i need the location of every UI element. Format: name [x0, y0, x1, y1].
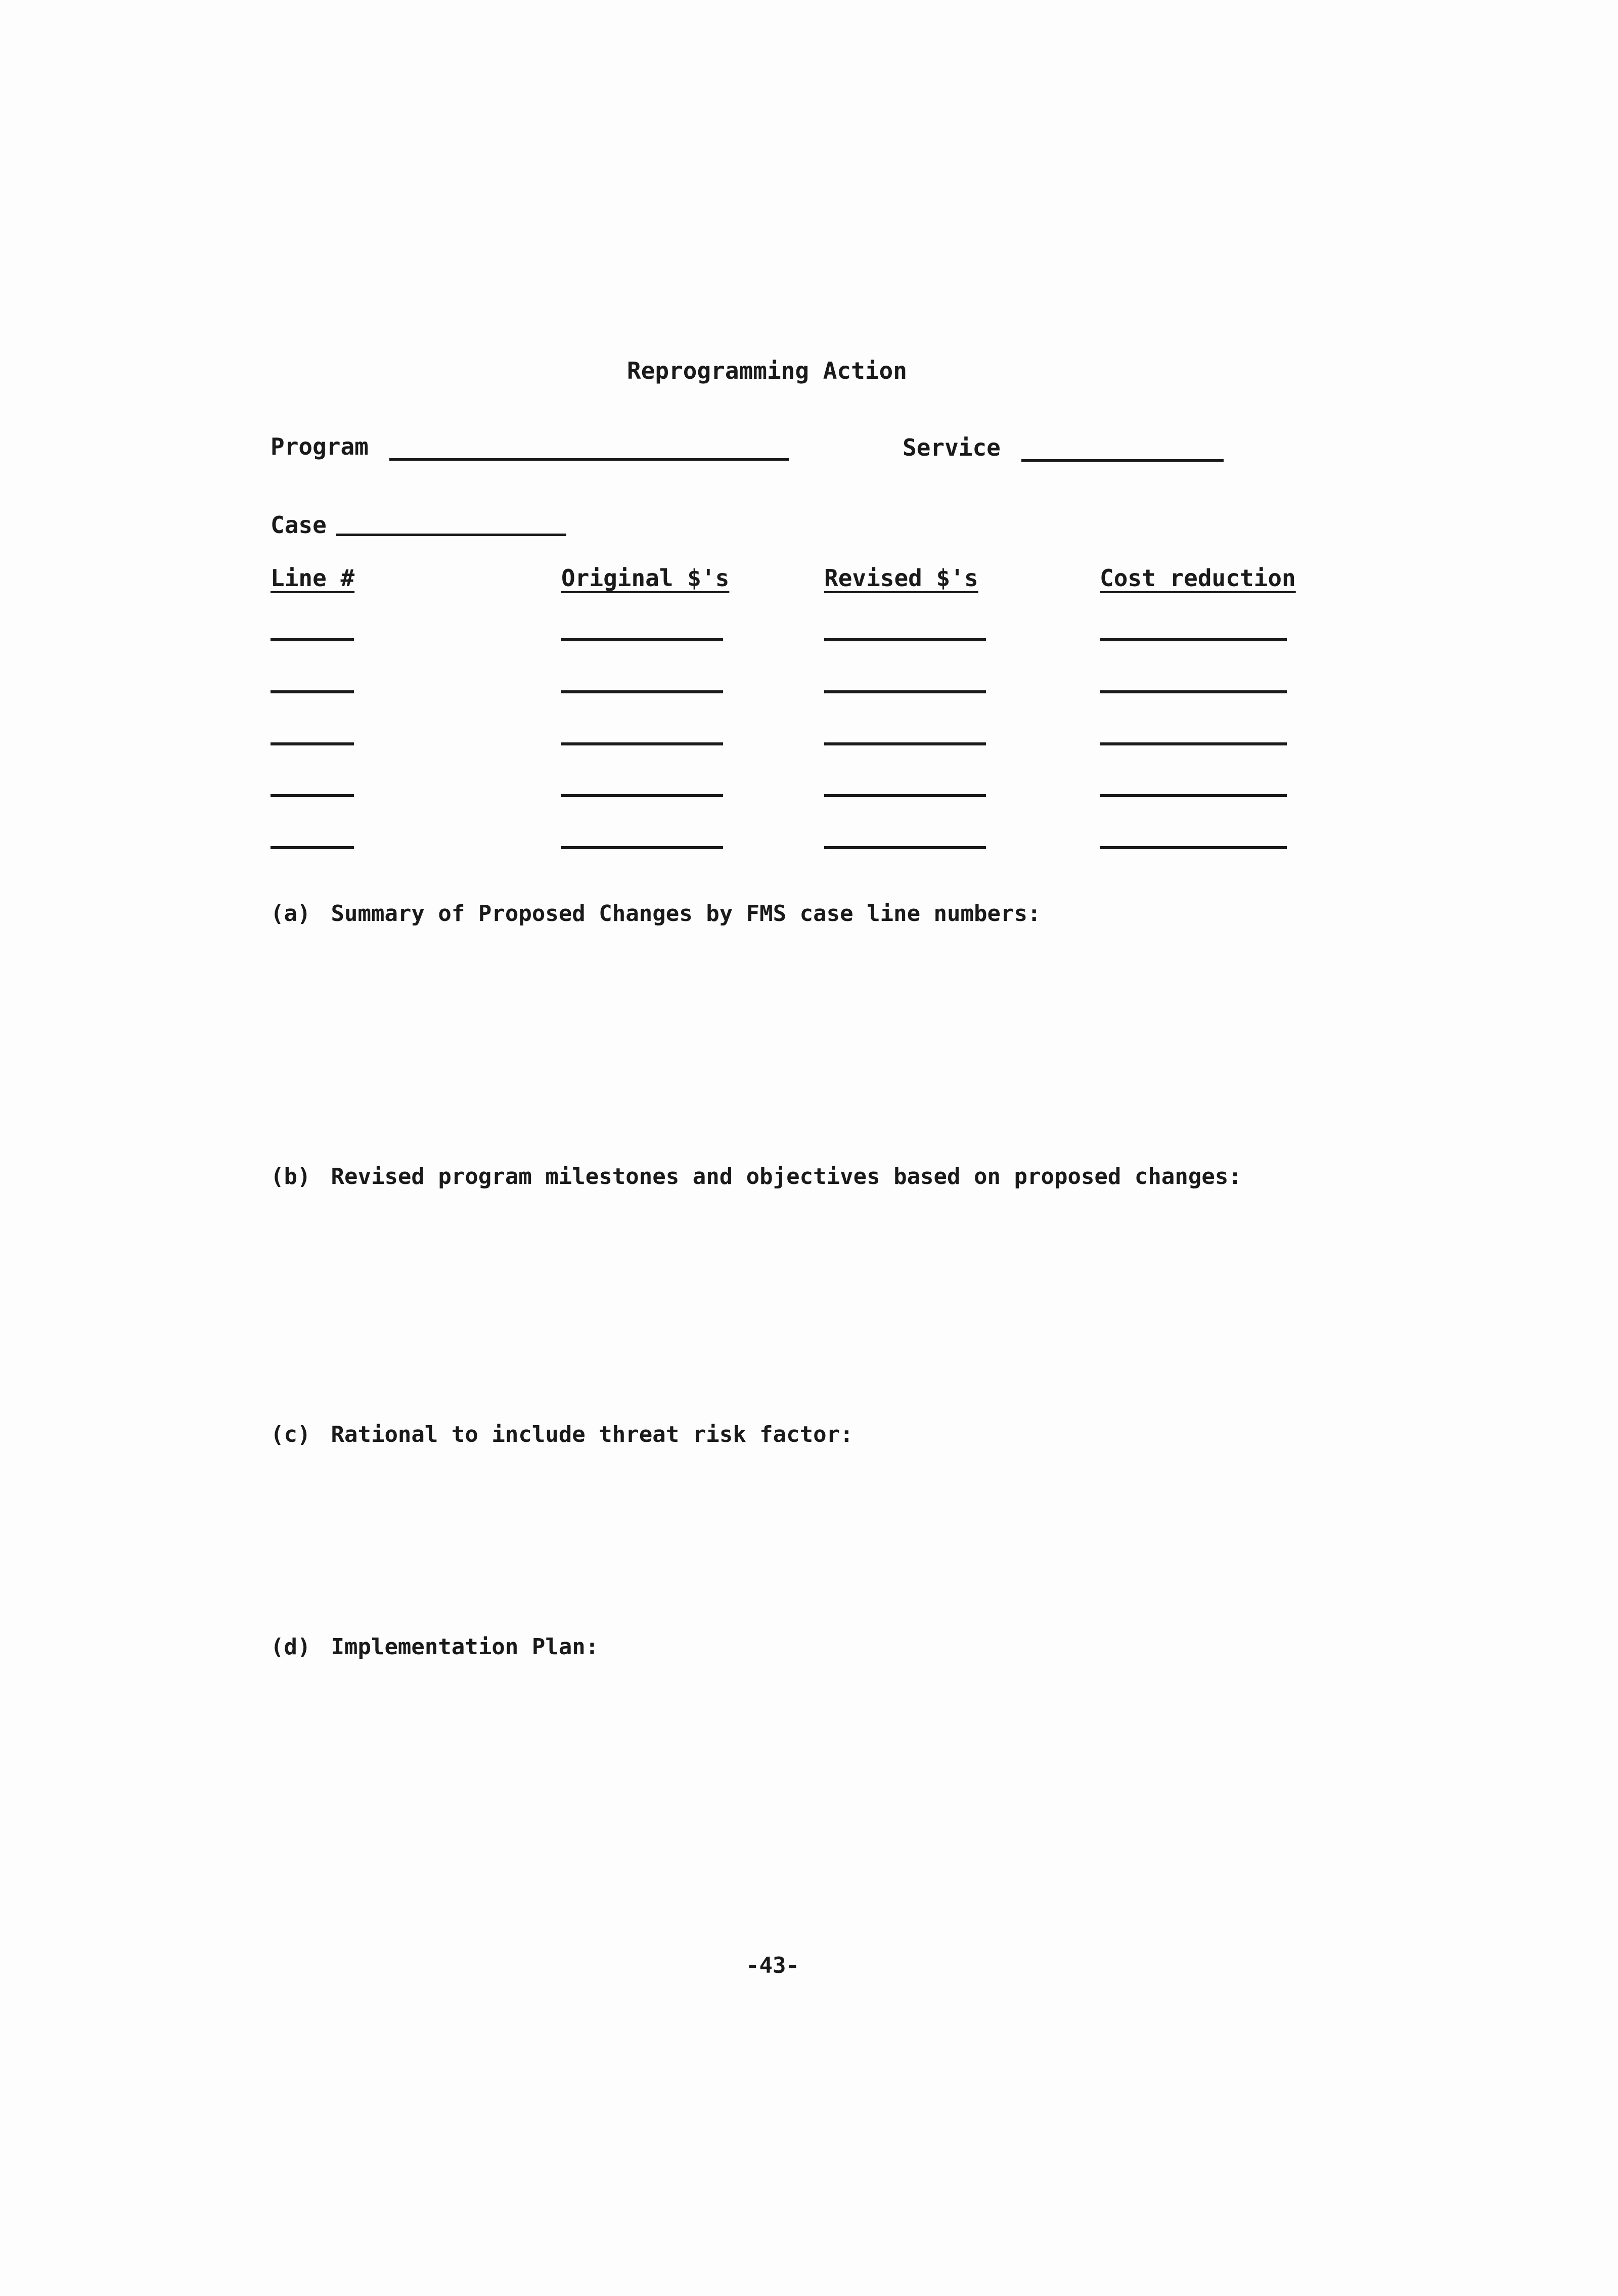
section-a [271, 903, 1041, 925]
blank-cell-line [824, 638, 986, 641]
blank-cell-line [1100, 638, 1287, 641]
section-b-letter: (b) [271, 1164, 311, 1189]
column-header-revised-dollars: Revised $'s [824, 564, 978, 592]
blank-cell-line [271, 690, 354, 693]
service-label: Service [903, 434, 1001, 461]
blank-cell-line [1100, 846, 1287, 849]
blank-cell-line [271, 638, 354, 641]
column-header-line-number: Line # [271, 564, 355, 592]
section-d [271, 1636, 599, 1658]
blank-cell-line [824, 690, 986, 693]
section-c-text: Rational to include threat risk factor: [331, 1422, 853, 1447]
blank-cell-line [1100, 742, 1287, 745]
case-label: Case [271, 511, 327, 539]
form-title: Reprogramming Action [627, 357, 907, 384]
section-b [271, 1166, 1242, 1188]
blank-cell-line [561, 742, 723, 745]
section-d-letter: (d) [271, 1634, 311, 1660]
blank-cell-line [271, 846, 354, 849]
section-d-text: Implementation Plan: [331, 1634, 599, 1660]
section-b-text: Revised program milestones and objectives based on proposed changes: [331, 1164, 1242, 1189]
blank-cell-line [271, 742, 354, 745]
program-label: Program [271, 433, 369, 460]
blank-cell-line [561, 846, 723, 849]
blank-cell-line [824, 794, 986, 797]
blank-cell-line [561, 794, 723, 797]
blank-cell-line [1100, 690, 1287, 693]
section-a-letter: (a) [271, 901, 311, 926]
blank-cell-line [271, 794, 354, 797]
blank-cell-line [1100, 794, 1287, 797]
section-c-letter: (c) [271, 1422, 311, 1447]
page-number: -43- [746, 1953, 799, 1978]
blank-cell-line [824, 846, 986, 849]
section-a-text: Summary of Proposed Changes by FMS case line numbers: [331, 901, 1041, 926]
blank-cell-line [561, 638, 723, 641]
column-header-original-dollars: Original $'s [561, 564, 730, 592]
section-c [271, 1424, 853, 1446]
blank-cell-line [824, 742, 986, 745]
column-header-cost-reduction: Cost reduction [1100, 564, 1296, 592]
blank-cell-line [561, 690, 723, 693]
